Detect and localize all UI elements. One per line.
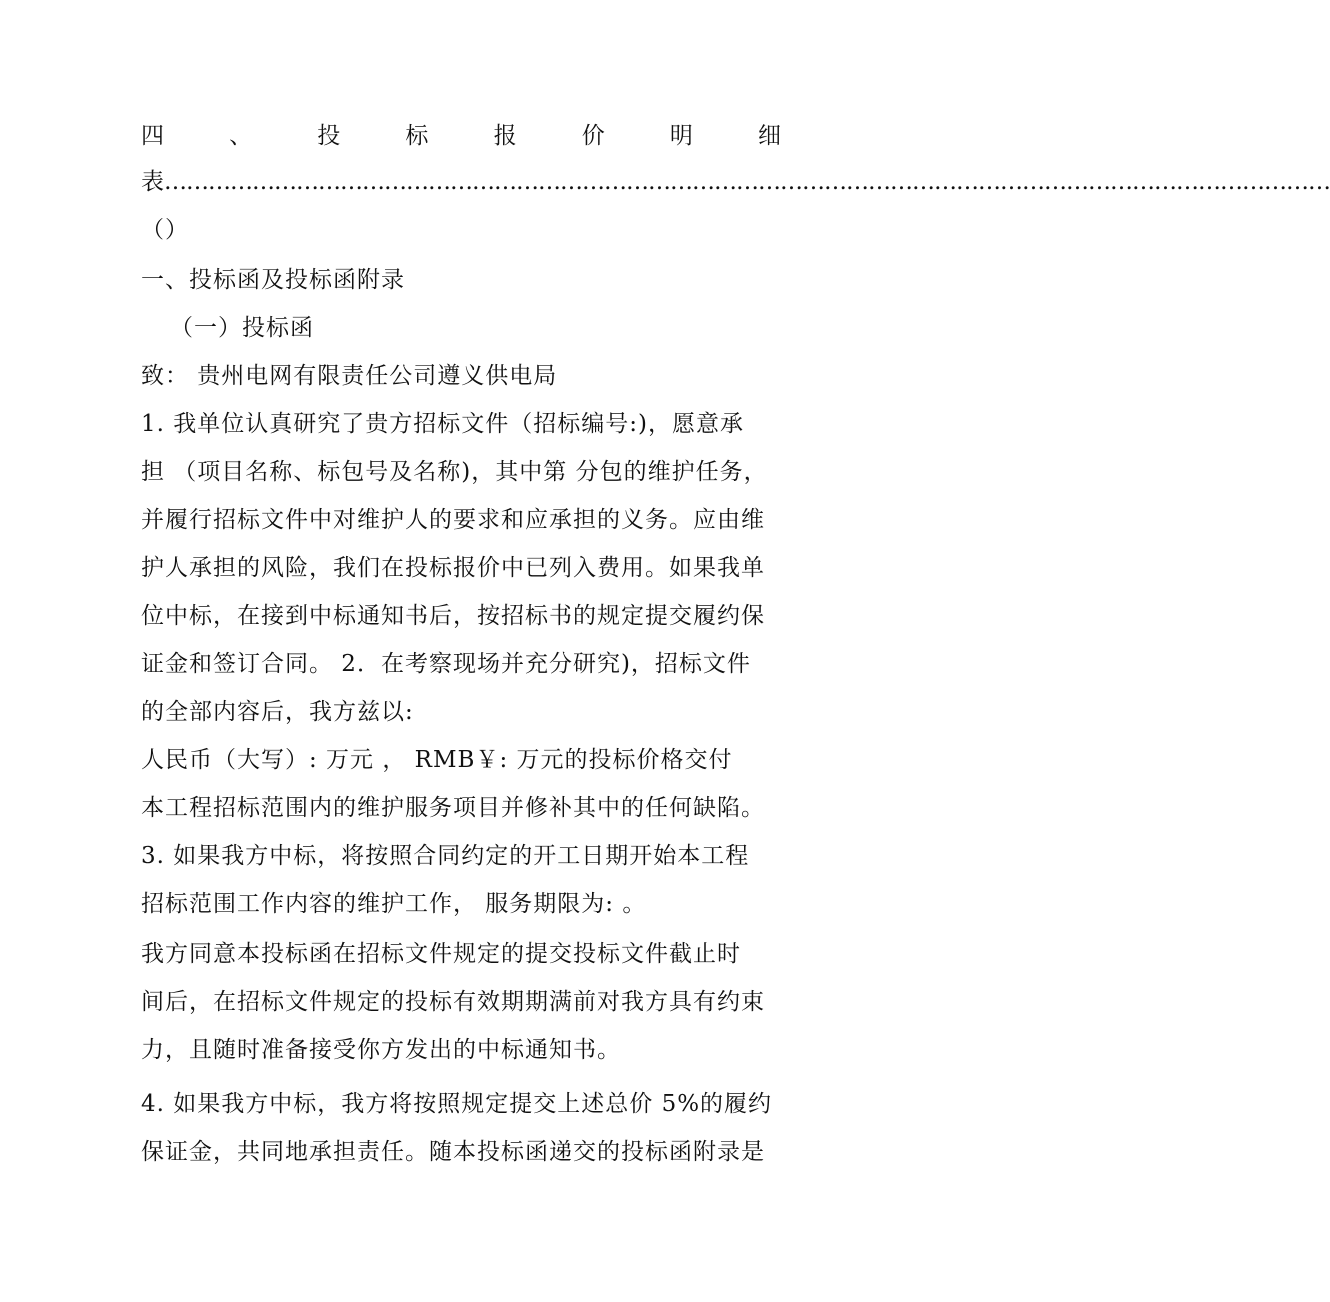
body-line: 致： 贵州电网有限责任公司遵义供电局	[141, 363, 558, 389]
body-line: 保证金，共同地承担责任。随本投标函递交的投标函附录是	[141, 1139, 765, 1165]
toc-char: 报	[493, 123, 517, 149]
toc-char: 细	[757, 123, 781, 149]
body-line: 担 （项目名称、标包号及名称)，其中第 分包的维护任务，	[141, 459, 768, 485]
toc-char: 、	[229, 123, 253, 149]
toc-heading	[141, 113, 781, 159]
section-subtitle: （一）投标函	[170, 315, 314, 341]
toc-char: 四	[141, 123, 164, 149]
toc-char: 明	[669, 123, 693, 149]
toc-page-ref: （）	[141, 217, 189, 243]
body-line: 并履行招标文件中对维护人的要求和应承担的义务。应由维	[141, 507, 765, 533]
toc-char: 价	[581, 123, 605, 149]
toc-leader-line	[141, 159, 1330, 205]
toc-char: 标	[405, 123, 429, 149]
body-line: 4. 如果我方中标，我方将按照规定提交上述总价 5%的履约	[141, 1091, 773, 1117]
body-line: 位中标，在接到中标通知书后，按招标书的规定提交履约保	[141, 603, 765, 629]
body-line: 证金和签订合同。 2．在考察现场并充分研究)，招标文件	[141, 651, 751, 677]
toc-dot-leader: ……………………………………………………………………………………………………………………………………………	[164, 169, 1330, 195]
body-line: 间后，在招标文件规定的投标有效期期满前对我方具有约束	[141, 989, 765, 1015]
body-line: 人民币（大写）: 万元 ， RMB￥: 万元的投标价格交付	[141, 747, 733, 773]
body-line: 招标范围工作内容的维护工作， 服务期限为: 。	[141, 891, 647, 917]
toc-char: 投	[317, 123, 341, 149]
body-line: 力，且随时准备接受你方发出的中标通知书。	[141, 1037, 621, 1063]
body-line: 本工程招标范围内的维护服务项目并修补其中的任何缺陷。	[141, 795, 765, 821]
body-line: 我方同意本投标函在招标文件规定的提交投标文件截止时	[141, 941, 741, 967]
body-line: 的全部内容后，我方兹以:	[141, 699, 414, 725]
section-title: 一、投标函及投标函附录	[141, 267, 405, 293]
body-line: 护人承担的风险，我们在投标报价中已列入费用。如果我单	[141, 555, 765, 581]
body-line: 1. 我单位认真研究了贵方招标文件（招标编号:)，愿意承	[141, 411, 744, 437]
body-line: 3. 如果我方中标，将按照合同约定的开工日期开始本工程	[141, 843, 750, 869]
toc-leader-text: 表	[141, 169, 164, 195]
